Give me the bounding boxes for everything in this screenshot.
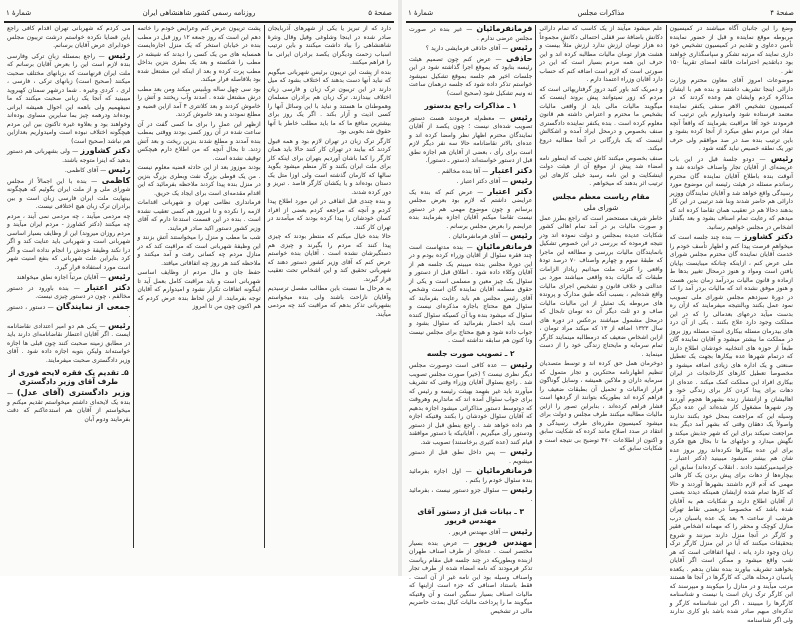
speech-text: — آقایان مرتباً اجازه نطق میخواهند: [16, 274, 107, 281]
speech-text: — آقای فرمانفرمائیان .: [448, 233, 509, 240]
body-paragraph: شب ما مطب و منزل را میخواستند آتش بزنند و این وظیفهٔ شهربانی است که مراقبت کند که در منازل مردم چه کسانی رفت و آمد میکنند و ملاحظه کنند هر روز چه اتفاقاتی میافتد.: [137, 234, 261, 267]
speech-text: — غیر بنده در صورت مجلس عرضی ندارم .: [409, 26, 533, 42]
speaker-name: دکتر اعتبار: [490, 165, 533, 175]
speech-text: — بنده باورود در دستور مخالفم ، چون در دستور چیزی نیست.: [7, 284, 131, 300]
speaker-paragraph: [7, 52, 130, 147]
speech-text: — معظم‌له فرمودند هست دستور تصویب شده‌ای نیست ؛ چون یکصد از آقایان نمایندگان محترم اظهار نظر وامضا کرده اند و عده‌ای بالاتر نقاضانامه حالا سه نفر دیگر لازم است برای رأی ، بعضی از آقایان هم اجازه نطق قبل از دستور خواسته‌اند (دستور ـ دستور).: [409, 114, 533, 164]
body-paragraph: به هرحال ما نسبت باین مطالب مفصل ترسیدیم وآقایان ناراحت باشند ولی بنده میخواستم بشهربانی تذکر بدهم که مراقبت کند چه مردمی میآیند.: [267, 285, 391, 318]
speech-text: — پس داخل نطق قبل از دستور میشویم .: [409, 449, 533, 465]
speech-text: — عده کافی است دوصورت مجلس دیگر نظری نیست ؟ (خیر) صورت مجلس تصویب شد . راجع بسئوال آقایان وزراء وقتی که تشریف میآورند باید غیر بفهمد بهیئت رئیسه و رئیس که برای جواب سئوال آمده اند که مانداریم وهروقت که دوتوسط دستور مذاکراتی میشود اجازه بدهیم که آقایان سئوال خودشان را بکنند وقتیکه اجازه هم داده خواهد شد . راجع بنطق قبل از دستور ودستور رأی میگیریم ، آقایانیکه با دستور موافقند قیام کنند (عده کثیری برخاستند) تصویب شد.: [409, 362, 533, 446]
speaker-paragraph: [7, 166, 130, 176]
section-heading: ۲ ـ تصویب صورت جلسه: [426, 348, 515, 358]
speech-text: — یکی هم دو امیر اعتدادی نقاضانامه ایست . اگر آقایان اعتطار نقاضانامه‌ای دارند باید در مطابق زمینه صحبت کنند چون قبلی ها اجازه خواسته‌اند ولیکن بتوبه اجازه داده شود . آقای وزیر دادگستری صحبت میفرمایند.: [7, 322, 131, 364]
speaker-name: فرمانفرمائیان: [476, 241, 533, 251]
section-title: مذاکرات مجلس: [577, 9, 625, 17]
body-paragraph: ازظهر این عمل را برای ما کسی گفت در آن ساعت شده در آن روز کسی بودند ووقتی بمطب بنده آمدند و مطلع شدند بنزین ریخت و بعد آتش زدند. تا بحال آنچه که من اطلاع دارم هیچکس توقیف نشده است.: [137, 120, 261, 162]
speaker-name: رئیس: [510, 231, 533, 240]
speaker-name: فرمانفرمائیان: [476, 466, 533, 475]
header-rule: [4, 21, 394, 23]
speaker-name: دکتر کشاورز: [742, 232, 794, 241]
body-paragraph: فرمانداری نظامی تهران و شهربانی اقدامات لازمه را نکرده و تا امروز هم کسی تعقیب نشده است . بنده در این قسمت استدعا دارم که آقای وزیر کشور دستور اکید صادر فرمایند.: [137, 199, 261, 232]
section-subheading: شورای ملی: [583, 204, 619, 212]
text-column: [133, 25, 263, 548]
speaker-name: رئیس: [510, 527, 533, 536]
speaker-paragraph: [7, 177, 130, 212]
body-paragraph: بنده از پشت این تریبون برئیس شهربانی میگویم که نباید آنها دست بدهند که اختلاف بشود که میل دارند در این تریبون ترک زبان و فارسی زبان اختلاف بیندازند. ترک زبان هم برادران مسلمان وهموطنان ما هستند و نباید با این وسائل آنها را کسی اذیت و آزار بکند . اگر یک روز برای بیشترین منافع ما که ما باید مطلب خاطر با آنها حقوق شد بخوبی بود.: [267, 68, 391, 135]
speaker-name: رئیس: [108, 50, 131, 60]
speech-text: — اول اجازه بفرمائید بنده سئوال خودم را بکنم .: [409, 468, 533, 484]
page-header: [408, 6, 794, 20]
speaker-name: دکتر کشاورز: [80, 146, 131, 155]
body-paragraph: دارد که از تبریز یا یکی از شهرهای آذربایجان صادر شده در اینجا وشلوغی وقیل وقال ونثرهٔ شاهنشاهی را بیاد داشت میکنند و باین ترتیب اسباب زحمت ودیگران یکصد برادران ایرانی ما را فراهم میکنند.: [267, 25, 391, 66]
speaker-name: رئیس: [108, 165, 131, 174]
speech-text: — دستور ، دستور .: [7, 303, 131, 319]
text-column: [406, 24, 535, 615]
speaker-name: مهندس فریور: [474, 537, 533, 547]
speaker-paragraph: [7, 147, 130, 165]
speaker-name: رئیس: [108, 272, 131, 281]
speech-text: — عرض کنم چون تصمیم هیئت رئیسه بنابود که بموقع اجرا گذاشته شود در این جلسات اخیر هم جلسه بموقع تشکیل نمیشود خواستم تذکر داده شود که جلسه درهمان ساعت نه ونیم تشکیل شود (صحیح است): [409, 55, 533, 97]
speaker-paragraph: [7, 303, 130, 321]
speaker-paragraph: [409, 243, 532, 346]
text-column: [666, 25, 796, 624]
body-paragraph: بودند موزوز بعد از این حادثه قضیه معلوم نیست . من یک فوطی بزرگ نفت وبطری بزرگ بنزین در منزل بنده پیدا کردند ملاحظه بفرمائید که این اقدام مقدمه‌ای است برای ایجاد یک حریق.: [137, 164, 261, 197]
gazette-page-right: [402, 0, 800, 624]
section-heading: ۳ ـ بیانات قبل از دستور آقای مهندس فریور: [417, 507, 525, 525]
body-paragraph: خاطر شریف مستحضر است که راجع بطرز عمل و صورت مالیات بر در آمد تمام اهالی کشور شکایات عدیده بمجلس و دولت نموده اند ودر نتیجه فرموده که بررسی در این خصوص تشکیل بانمایندگان مالیات بررسی و مطالعه این ماجرا که طبقهٔ سوم و چهارم واصناف ۷۰ درصد تودهٔ واقعی را کثرت ملت میدانیم زیاداز الزامات طبقات که مالیات بده واقعی میباشند مورد بی عدالتی و خلاف قانون و تشخیص اجرای مالیات واقع شده‌ایم ، بسبب آنکه طبق مدارک و پرونده های مربوطه یک تمثیل از این مالیات مالیات صاف و دو ثلث دیگر آن ده تومان تابحال که درمحل مشمول میباشند برعکس در دوره های سال ۱۳۲۳ اضافه از ۱۳ که میکند مراد تومان ، ازاین اشخاص ضعیف که درمطالبه مینمایند کارگر تمام سرمایه و مایحتاج زندگی خود را از دست مینماید .: [539, 214, 663, 358]
speech-text: — ولی بشهربانی هم دستور بدهید که اینرا متوجه باشند.: [7, 148, 131, 164]
speaker-name: رئیس: [510, 112, 533, 122]
speech-text: — آقای مهندس فریور .: [448, 529, 509, 536]
speaker-paragraph: [409, 44, 532, 54]
speaker-paragraph: [409, 114, 532, 166]
header-rule: [406, 21, 796, 23]
body-paragraph: می کردم که شهربانی تهران اقدام کافی راجع باین قضایا نکرده خواستم درشت تریبون مجلس خودابرای عرض آقایان برسانم.: [7, 25, 131, 49]
speaker-paragraph: [7, 389, 130, 424]
speech-text: — بنده یک لایحه‌ای داشتم میخواستم تقدیم میکنم و میخواستم از آقایان هم استدعاکنم که دقت بفرمایند ودوم آبان: [7, 390, 131, 423]
speaker-paragraph: [409, 539, 532, 617]
speech-text: — بنده با این اجمالاً از مجلس شورای ملی و از ملت ایران بگوئیم که هیچگونه بینهایت ملت ایران فارسی زبان است و بین برادران ترک زبان هیچ اختلافی نیست.: [7, 177, 131, 210]
speaker-paragraph: [7, 284, 130, 302]
speech-text: — عرض کنم که بنده یک عرایضی داشتم که لازم بود بعرض مجلس برسانم و چون موضوع مهمی هم در دستور نیست تقاضا میکنم آقایان اجازه بفرمایند بنده عرایضم را بعرض مجلس برسانم .: [409, 188, 533, 230]
speech-text: — آقای دکتر اعتبار .: [456, 178, 509, 185]
body-paragraph: صنف بخصوص میکنند کاش تحیب که اینطور نامه امضاء شد پیش از موقع آن از هیئت دولت اینشکایت و این نامه رسید خیلی کارهای این ترتیب اثر بدهند که ميخواهم .: [539, 154, 663, 187]
text-column: [535, 25, 665, 548]
speaker-paragraph: [670, 233, 793, 625]
body-paragraph: بود سی چهل ساله وبلبیس میکند ومن بعد مطب درش مشتعل شده . آمدند وآب ریختند و آتش را خاموش کردند و بعد کلانتری ۴ آمد ازاین قضیه و مطلع نمودند و بعد خاموش کردند.: [137, 85, 261, 118]
speaker-paragraph: [409, 188, 532, 232]
issue-number-label: شمارهٔ ۱: [6, 9, 32, 17]
speech-text: — آقای حاذقی فرمایشی دارید ؟: [425, 45, 509, 52]
speaker-name: رئیس: [510, 176, 533, 185]
speaker-paragraph: [409, 486, 532, 504]
speaker-paragraph: [7, 273, 130, 283]
speaker-name: دکتر اعتبار: [487, 186, 533, 196]
speaker-paragraph: [409, 25, 532, 43]
body-paragraph: حالا بنده خیال میکنم که منتظر بودند که چیزی پیدا کنند که مردم را بگیرند و چیزی هم دستگیرشان نشده است . آقایان بنده خواستم عرض کنم که آقای وزیر کشور دستور دهند که شهربانی تحقیق کند و این اشخاص تحت تعقیب قرار گیرند.: [267, 233, 391, 283]
gazette-page-left: [0, 0, 398, 576]
speech-text: — آقا بنده مخالفم .: [438, 167, 489, 175]
speaker-name: رئیس: [510, 43, 533, 52]
speech-text: — سئوال جزو دستور نیست ، بفرمائید .: [409, 487, 533, 503]
speaker-name: رئیس: [510, 485, 533, 494]
body-paragraph: و دمریک کند باور کنید دروز گرفتاریهائی است که مردم که زور نمیتوانند پیش بروند اینست که میگویند مالیات مالی باید از واقعی مالیات بشخیص ما محترم و اعتراض داشته هم قانون معلوم کرده است . بنده یکنفر نماینده دادگستری صنف بخصوص و درمحل ایراد آمده و اشکالش اینست که یک بازرگانی در آنجا مطالبه دروغ میکند.: [539, 85, 663, 152]
speaker-name: جمعی از نمایندگان: [56, 301, 131, 311]
section-heading: مقام ریاست معظم مجلس: [552, 191, 650, 201]
section-heading: ۱ ـ مذاکرات راجع بدستور: [424, 101, 517, 110]
page-number-label: صفحهٔ ۴: [770, 9, 794, 17]
speaker-name: حاذقی: [506, 53, 533, 63]
speech-text: — بنده مدتهاست است چند فقره سئوال از آقایان وزراء کرده بودم و در این دورهٔ مجلس بنده میبینم یک جلسه هم از آقایان وکلاء داده شود . اطلاق قبل از دستور و سئوال یک چیز معین و مسلمی است و یکی از حقوق مسلمه آقایان نماینده گان است وشخص آقای رئیس مجلس هم باید رعایت بفرمایند که سئوال هیچ محتاج باجازه مذکره‌ای نیست و سئوال که میشود بنده وبا آن کسیکه سئوال کننده است باید احضار بفرمائید که سئوال بشود و جواب داده شود و هیچ محتاج برای مجلس نیست وتا کنون هم سابقه نداشته است .: [409, 243, 533, 344]
speaker-paragraph: [7, 322, 130, 366]
speaker-paragraph: [409, 232, 532, 242]
body-paragraph: دوخرمان همل حق کرده اند و توسط متصدیان تنظیم اظهارنامه محتکرین و تجار متمول که سرمایه داران و ملاکین همیشه ، وسایل گوناگون فرار ازمالیات و تحمیل آن بطبقات ضعیف را فراهم کرده اند بطوریکه بتوانند از گردهها است فشار فراهم کرده‌اند ، بنابراین تصور را ازاین مالیات مطالبه میکنند طرف مجلس و دولت برای میشود کمیسیون مقرره‌ای طرف رسیدگی و انتقاد در صدد اصلاح مانند کرده که شکایت سابق و اکنون از اطلاعات ۴۷۰ توضیح بی نتیجه است و شکایات سابق که: [539, 360, 663, 452]
speaker-paragraph: [409, 167, 532, 177]
body-paragraph: وضع را این جانبان آگاه میباشند در کمیسیون مربوطه موقع نماینده و قبل از حضور نماینده تأمین دعاوی و تقدیم در کمیسیون تشخیص خود داری نمایند که مرتبه تشکر و سپاسگذاری خواهند بود دباتقدیم احترامات فائقه امضای تقریباً ۱۵۰ نفر .: [669, 25, 793, 75]
speaker-name: رئیس: [770, 153, 794, 163]
section-heading: ۵ـ تقدیم یک فقره لایحه فوری از طرف آقای وزیر دادگستری: [8, 368, 129, 386]
page-header: [6, 6, 392, 20]
speaker-paragraph: [409, 467, 532, 485]
body-paragraph: چه مردمی میآیند ، چه مردمی نمی آیند ، مردم چه میکنند (دکتر کشاورز - مردم ایران میآیند و مردم روزان میروند) این از وظایف بسیار اساسی شهربانی است و شهربانی باید عنایت کند و اگر درا نکند وظیفهٔ خودش را انجام نداده است و اگر کرد بنابراین علت شهربانی که بنفع امنیت شهر است مورد استفاده قرار گیرد.: [7, 212, 131, 271]
speaker-name: وزیر دادگستری (آقای عدل): [16, 388, 131, 397]
text-column: [264, 25, 394, 548]
publication-title: روزنامه رسمی کشور شاهنشاهی ایران: [142, 9, 256, 17]
speaker-paragraph: [409, 448, 532, 466]
speaker-paragraph: [409, 528, 532, 538]
speech-text: — بنده چند جلسه است که میخواهم فرصت پیدا کنم و اظهار تأسف خودم را خدمت آقایان نماینده گان محترم مجلس شورای ملی عرض کنم ، ازاینکه چنانکه میبایست بپایان یافتن است ومواد و هنوز درمحال تغییر بدها ط ازماده و قانون مالیات بردرآمد زمان بدین هست و هنوز موفق نشده اند که مالیات بردر آمد را که در دورهٔ سیزدهم مجلس شورای ملی تصویب نمود عمل بکنند وبالنتیجه میفرمایند که ازآن ره بدست میآید درعهای بعدمالی را که در این مملکت وجود دارد علاج بکنند . یکی از آن درد های بیدرمان مسئله بیکاری است مسئله روز بروز در مملکت ما بیشتر میشود و آقایان نماینده گان طبعاً از حوزه های انتخابیه خودشان اطلاع دارند که درتمام شهرها عده بیکارها بجهت یک تعطیل صنعتی و یک اداره های زیادی اضافه میشود و مخصوصاً تعطیل کارهای کارخانجات در ایران بیکاری افراد این مملکت کمک میکند . عده‌ای از دهات برای پیدا کردن کار برای زندگی خود و اهالیشان و ازانتشار زنده بشهرها هجوم آوردند ودر شهرها مشغول کار شده‌اند این عده دیگر وسیله این که مراجعت بمحل خود بکنند ندارند واصولاً یک دهقان وقتی که بشهر آمد دیگر بده مراجعت نمیکند برای این که شهر جذبش میکند و نگهش میدارد و دولتهای ما تا بحال هیچ فکری برای این عده بیکارها نکرده‌اند روز بروز عده شان هم بیشتر میشود میبینید (دکتر اعتبار ـ جرامیدمیرکشید دادند . انقلاب کرده‌اند) سابق این بیچاره‌ها از دهات برای پیش بردن یک کار هائی مهمی که آدم لازم داشتند بشهرها آوردند و حالا که کارها تمام شده ازایشان همینکه دیدند بعضی از آقایان اطلاع دارند و شکایات هم به آقایان شده باشد که مخصوصاً دربعضی نقاط تهران هرشب از ساعت ۹ بعد یک عده پاسبان درب منازل کوچک و محقر را که مهمانه اشخاص فقیر و کارگر در آنجا منزل دارند میزنند و شروع بتحقیقات میکنند که آیا در این منزل کارگر ترک زبان وجود دارد یانه ، اینها اتفاقاتی است که هر شب واقع میشود و ممکن است اگر آقایان بخواهند تشریف بیاورند بنده نشان بدهم . یکعده پاسبان درمحله هائی که کارگرها در آنجا ها هستند مرتب میآیند و در منازل را میکوبند و میپرسند که این کارگر ترک زبان است یا نیست و شناسنامه کارگرها را میبینند ، اگر این شناسنامه کارگر و تذکره‌ای مبهم صادر شده باشد باو کاری ندارند ولی اگر شناسنامه: [669, 234, 793, 624]
page-number-label: صفحهٔ ۵: [368, 9, 392, 17]
speaker-name: رئیس: [108, 320, 131, 330]
speech-text: — آقای کاظمی.: [64, 167, 107, 174]
column-container: [406, 24, 796, 624]
speaker-paragraph: [670, 155, 793, 233]
issue-number-label: شمارهٔ ۱: [408, 9, 434, 17]
body-paragraph: موضوعات امروز آقای معاون محترم وزارت دارائی اینجا تشریف داشتند و بنده هم با ایشان مذاکره کردم وایشان هم وعده کردند که در کمیسیون تشخیص الاهر صنفی یکنفر نماینده معتمد فرستاده شود وامیدوارم باین ترتیب که فرمودند خود آقا مراقبت بفرمایند که واقعاً آنچه مفاد این مردم نطق میکرد از آنجا کرده بشود و باین ترتیب بنده صد در صد موافقم ولی حرف تور یک نطقه خصیص نباید گفته شود .: [669, 77, 793, 152]
speaker-name: کاظمی: [101, 175, 131, 185]
body-paragraph: کارگر ترک زبان در تهران لازم بود و همه قبول کردند که بیایند در تهران کار کنند حالا باید همان کارگر را کما باشان آوردیم بتهران برای اینکه کار برای ملت ایران بکنند و کار منظم میشود بگوید سالها که کارمان گذشته است ولی اوزا متل یک دستان بوده‌اند و یا یکشان کارگر قاصد . تبریز و دور کرده شدند.: [267, 137, 391, 196]
speaker-paragraph: [409, 177, 532, 187]
body-paragraph: پشت تریبون عرض کنم وعرایض خودم را خاتمه دهم این است که روز جمعه ۱۲ روز قبل در مطب بنده در خیابان استخر که یک منزل اجاره‌ایست همسایه های من یک کسی را دیدند که شیشه در مطب را شکسته و بعد یک بطری بنزین بداخل مطب پرت کرده و بعد از اینکه این مشتعل شده بود بلافاصله فرار میکند.: [137, 25, 261, 83]
body-paragraph: حفظ جان و مال مردم از وظایف اساسی شهربانی است و باید مراقبت کامل بعمل آید تا اینگونه اتفاقات تکرار نشود و امیدوارم که آقایان توجه بفرمایند. از این لحاظ بنده عرض کردم که هم اکنون چون من تا امروز: [137, 269, 261, 310]
speech-text: — دودو جلسهٔ قبل در این باب عریضه‌ای از آقایان تجار واصناف خوانده شد و آنوقت بنده باطلاع آقایان نماینده گان محترم رساندم مسئله در هیئت رئیسه این موضوع مورد رسیدگی واقع خواهد شد و آقایان نمایندگان ووزیر دارائی هم حاضر شدند وبنا شد ترتیبی در این کار بدهند دحالا هم در تعقیب همان تقاضا کرده اند که میدهم که رعایت تمام اصناف بشود و بعد بگفتار اشخاص در مجلس خواهیم رسانید.: [669, 155, 793, 231]
speech-text: — عرض بنده بسیار مختصر است . عده‌ای از طرف اصناف طهران ازبنده وبطوریکه در چند جلسه قبل مقام ریاست تذکر فرمودند که نامه امضاء شده از طرف تجار واصناف وسیله بود این نامه غیر از آن است . فقط باستناد اصنافی که جزء است ازاینها که مالیات اصناف بسیار سنگین است و آن وقتیکه میگویند ما را پرداخت مالیات کیال بمدت حاضریم مالی در تشخیص: [409, 539, 533, 615]
body-paragraph: و بنده چندی قبل اتفاقی در این مورد اطلاع پیدا کردم و آنچه که مراجعه کردم بعضی از افراد کسان خودشان را پیدا کرده بودند که میآمدند در تهران کار کنند.: [267, 198, 391, 231]
speaker-paragraph: [409, 55, 532, 99]
speaker-name: فرمانفرمائیان: [476, 24, 533, 33]
column-container: [4, 25, 394, 548]
speaker-name: رئیس: [510, 360, 533, 369]
speaker-name: دکتر اعتبار: [85, 282, 131, 292]
speech-text: — راجع بمسئله زبان ترکی وفارسی بنده لازم است این را بعرض آقایان برسانم که ملت ایران قرنهاست که بزبانهای مختلف صحبت میکنند (صحیح است) زبانهای ترکی ، فارسی ، لری ، کردی وغیره . شما درشهر سمنان کهبروید میبینید که آنجا یک زبانی صحبت میکنند که ما نمیفهمیم ولی باهمه این احوال همیشه ایرانی بوده‌اند ودرهمه چیز بما سایرین مساوی بوده‌اند وخواهند بود و بعلاوه غیره تاکنون بین این مردم هیچگونه اختلاف نبوده است وامیدواریم بعدازاین هم نباشد (صحیح است): [7, 52, 131, 145]
speaker-name: رئیس: [510, 447, 533, 456]
text-column: [4, 25, 133, 548]
speaker-paragraph: [409, 361, 532, 447]
body-paragraph: علم میشود میآیند از یک کاسب که تمام دارائی دکانش باضافهٔ سر قفلی احتمالی دکانش مجموعاً ده هزار تومان ارزش ندارد ارزش مثلاً بیست و هشت هزار تومان مالیات مطالبه کرده اند و این حرف این همه مردم بسیار است که این در صورتی است که لازم است اضافه کنم که حساب دارد آقایان وزراء اعتمدا دارم .: [539, 25, 663, 83]
